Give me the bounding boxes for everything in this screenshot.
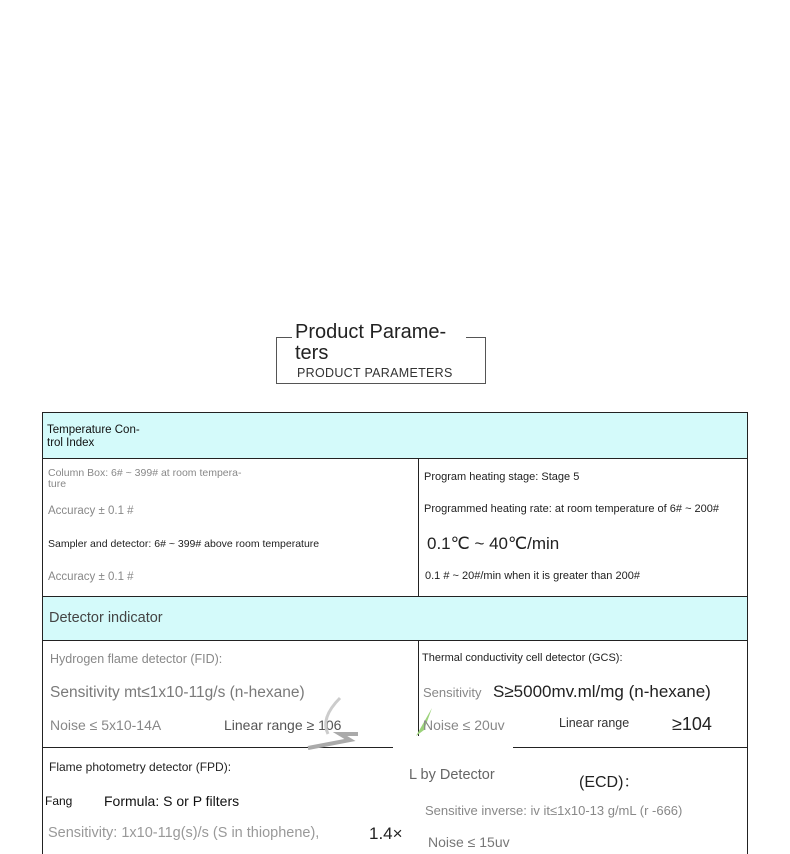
tcd-noise: Noise ≤ 20uv [423,717,505,733]
fpd-fang: Fang [45,794,73,808]
ecd-noise: Noise ≤ 15uv [428,834,510,850]
sampler-text: Sampler and detector: 6# ~ 399# above room temperature [48,538,320,550]
accuracy-2-text: Accuracy ± 0.1 # [48,571,134,583]
heating-range-text: 0.1℃ ~ 40℃/min [427,534,560,553]
temperature-header: Temperature Con-trol Index [47,424,140,449]
fid-linear: Linear range ≥ 106 [224,717,342,733]
ecd-by-detector: L by Detector [409,767,495,783]
table-border-right [747,412,748,854]
fpd-formula: Formula: S or P filters [104,793,240,809]
fid-sensitivity: Sensitivity mt≤1x10-11g/s (n-hexane) [50,684,305,701]
ecd-name: (ECD)： [579,774,640,791]
tcd-sensitivity-label: Sensitivity [423,685,482,700]
column-divider-1 [418,458,419,597]
row-divider-2 [42,596,748,597]
heating-note-text: 0.1 # ~ 20#/min when it is greater than 200# [425,570,640,582]
heating-stage-text: Program heating stage: Stage 5 [424,471,580,483]
tcd-linear-value: ≥104 [672,714,712,734]
page-title: Product Parame-ters [292,322,466,364]
accuracy-1-text: Accuracy ± 0.1 # [48,505,134,517]
tcd-name: Thermal conductivity cell detector (GCS): [422,652,623,664]
column-box-text: Column Box: 6# ~ 399# at room tempera-ture [48,467,242,490]
detector-header: Detector indicator [49,610,163,626]
fpd-name: Flame photometry detector (FPD): [49,760,232,774]
page-subtitle: PRODUCT PARAMETERS [297,366,453,380]
tcd-linear-label: Linear range [559,716,630,730]
row-divider-3 [42,640,748,641]
fid-noise: Noise ≤ 5x10-14A [50,717,162,733]
fpd-sensitivity: Sensitivity: 1x10-11g(s)/s (S in thiophene), [48,825,320,841]
heating-rate-text: Programmed heating rate: at room temperature of 6# ~ 200# [424,503,720,515]
tcd-sensitivity-value: S≥5000mv.ml/mg (n-hexane) [493,682,711,701]
fpd-extra: 1.4× [369,824,403,843]
row-divider-1 [42,458,748,459]
ecd-sensitive: Sensitive inverse: iv it≤1x10-13 g/mL (r -666) [425,803,683,818]
table-border-top [42,412,748,413]
fid-name: Hydrogen flame detector (FID): [50,652,223,666]
table-border-left [42,412,43,854]
